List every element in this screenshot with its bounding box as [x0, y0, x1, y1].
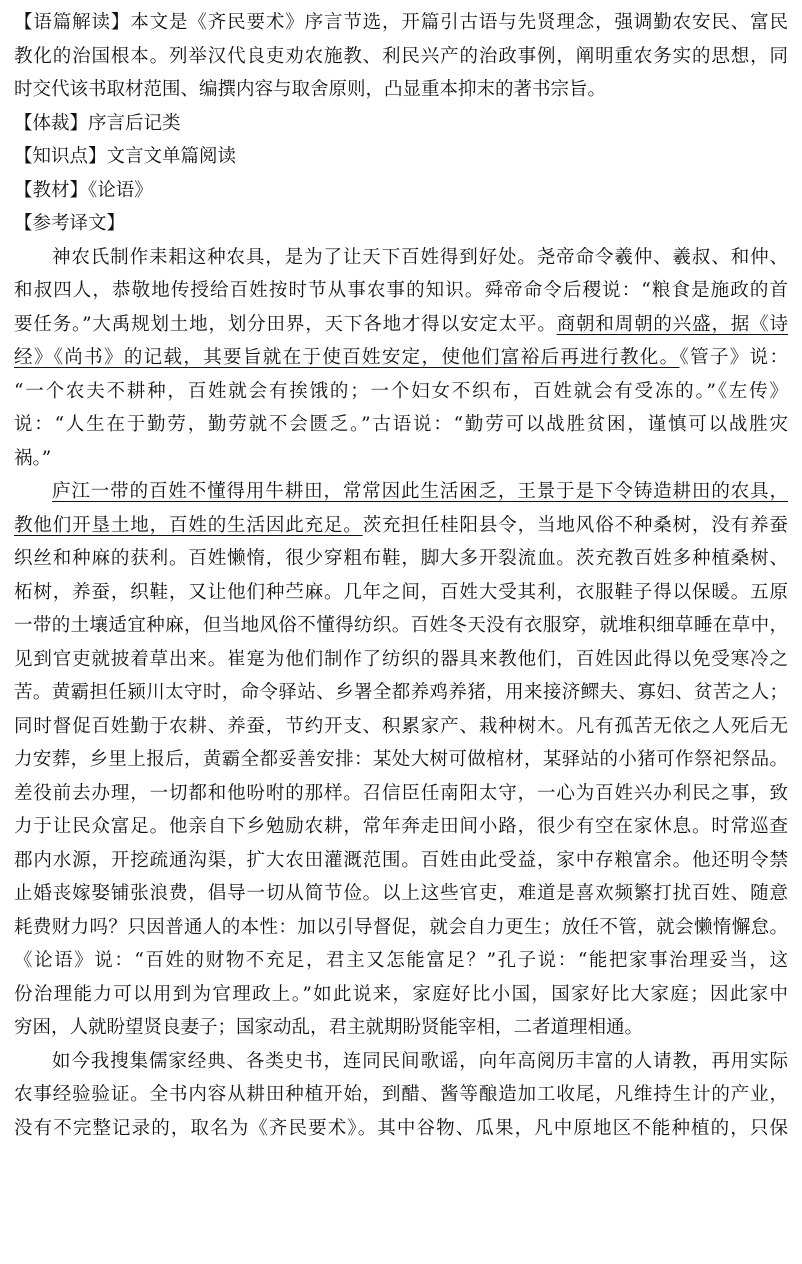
para1-line-2: 和叔四人，恭敬地传授给百姓按时节从事农事的知识。舜帝命令后稷说：“粮食是施政的首 [14, 280, 788, 301]
knowledge-line [14, 142, 788, 172]
underlined-sentence-1b: 经》《尚书》的记载，其要旨就在于使百姓安定，使他们富裕后再进行教化。 [14, 347, 680, 368]
para2-text: 茨充担任桂阳县令，当地风俗不种桑树，没有养蚕 [362, 514, 788, 536]
summary-text: 本文是《齐民要术》序言节选，开篇引古语与先贤理念，强调勤农安民、富民 [130, 12, 788, 33]
knowledge-label: 【知识点】 [14, 146, 107, 167]
para2-line-9: 力安葬，乡里上报后，黄霸全都妥善安排：某处大树可做棺材，某驿站的小猪可作祭祀祭品。 [14, 749, 788, 770]
para1-line-4 [14, 343, 788, 373]
para2-line-11: 力于让民众富足。他亲自下乡勉励农耕，常年奔走田间小路，很少有空在家休息。时常巡查 [14, 816, 788, 837]
para2-line-2 [14, 511, 788, 541]
para1-line-5: “一个农夫不耕种，百姓就会有挨饿的；一个妇女不织布，百姓就会有受冻的。”《左传》 [14, 380, 788, 402]
para2-line-10: 差役前去办理，一切都和他吩咐的那样。召信臣任南阳太守，一心为百姓兴办利民之事，致 [14, 782, 788, 804]
genre-value: 序言后记类 [88, 112, 181, 134]
summary-label: 【语篇解读】 [14, 12, 131, 33]
para3-line-3: 没有不完整记录的，取名为《齐民要术》。其中谷物、瓜果，凡中原地区不能种植的，只保 [14, 1117, 788, 1139]
summary-line-1 [14, 8, 788, 38]
genre-label: 【体裁】 [14, 112, 89, 134]
para1-text: 要任务。”大禹规划土地，划分田界，天下各地才得以安定太平。 [14, 313, 557, 335]
summary-line-2: 教化的治国根本。列举汉代良吏劝农施教、利民兴产的治政事例，阐明重农务实的思想，同 [14, 45, 788, 67]
para2-line-12: 郡内水源，开挖疏通沟渠，扩大农田灌溉范围。百姓由此受益，家中存粮富余。他还明令禁 [14, 849, 788, 871]
para2-line-14: 耗费财力吗？只因普通人的本性：加以引导督促，就会自力更生；放任不管，就会懒惰懈怠。 [14, 916, 788, 938]
genre-line [14, 109, 788, 139]
para1-text: 《管子》说： [679, 347, 788, 368]
textbook-line [14, 176, 788, 206]
para1-line-1: 神农氏制作耒耜这种农具，是为了让天下百姓得到好处。尧帝命令羲仲、羲叔、和仲、 [52, 246, 788, 268]
para1-line-7: 祸。” [14, 447, 52, 469]
underlined-sentence-1a: 商朝和周朝的兴盛，据《诗 [556, 313, 788, 335]
translation-header: 【参考译文】 [14, 213, 126, 234]
para2-line-3: 织丝和种麻的获利。百姓懒惰，很少穿粗布鞋，脚大多开裂流血。茨充教百姓多种植桑树、 [14, 548, 788, 569]
para2-line-4: 柘树，养蚕，织鞋，又让他们种苎麻。几年之间，百姓大受其利，衣服鞋子得以保暖。五原 [14, 581, 788, 603]
textbook-value: 《论语》 [88, 179, 153, 201]
knowledge-value: 文言文单篇阅读 [106, 146, 237, 167]
para2-line-7: 苦。黄霸担任颍川太守时，命令驿站、乡署全都养鸡养猪，用来接济鳏夫、寡妇、贫苦之人； [14, 682, 788, 703]
para2-line-17: 穷困，人就盼望贤良妻子；国家动乱，君主就期盼贤能宰相，二者道理相通。 [14, 1017, 644, 1038]
para2-line-6: 见到官吏就披着草出来。崔寔为他们制作了纺织的器具来教他们，百姓因此得以免受寒冷之 [14, 648, 788, 670]
para3-line-1: 如今我搜集儒家经典、各类史书，连同民间歌谣，向年高阅历丰富的人请教，再用实际 [52, 1050, 788, 1072]
para2-line-8: 同时督促百姓勤于农耕、养蚕，节约开支、积累家产、栽种树木。凡有孤苦无依之人死后无 [14, 715, 788, 737]
para1-line-3 [14, 310, 788, 340]
para2-line-16: 份治理能力可以用到为官理政上。”如此说来，家庭好比小国，国家好比大家庭；因此家中 [14, 983, 788, 1005]
para2-line-1 [14, 477, 788, 507]
underlined-sentence-2b: 教他们开垦土地，百姓的生活因此充足。 [14, 514, 363, 536]
para3-line-2: 农事经验验证。全书内容从耕田种植开始，到醋、酱等酿造加工收尾，凡维持生计的产业， [14, 1084, 788, 1105]
underlined-sentence-2a: 庐江一带的百姓不懂得用牛耕田，常常因此生活困乏，王景于是下令铸造耕田的农具， [52, 481, 788, 502]
para2-line-13: 止婚丧嫁娶铺张浪费，倡导一切从简节俭。以上这些官吏，难道是喜欢频繁打扰百姓、随意 [14, 883, 788, 904]
summary-line-3: 时交代该书取材范围、编撰内容与取舍原则，凸显重本抑末的著书宗旨。 [14, 79, 607, 100]
textbook-label: 【教材】 [14, 179, 89, 201]
para2-line-15: 《论语》说：“百姓的财物不充足，君主又怎能富足？”孔子说：“能把家事治理妥当，这 [14, 950, 788, 971]
para2-line-5: 一带的土壤适宜种麻，但当地风俗不懂得纺织。百姓冬天没有衣服穿，就堆积细草睡在草中， [14, 615, 788, 636]
para1-line-6: 说：“人生在于勤劳，勤劳就不会匮乏。”古语说：“勤劳可以战胜贫困，谨慎可以战胜灾 [14, 414, 788, 435]
